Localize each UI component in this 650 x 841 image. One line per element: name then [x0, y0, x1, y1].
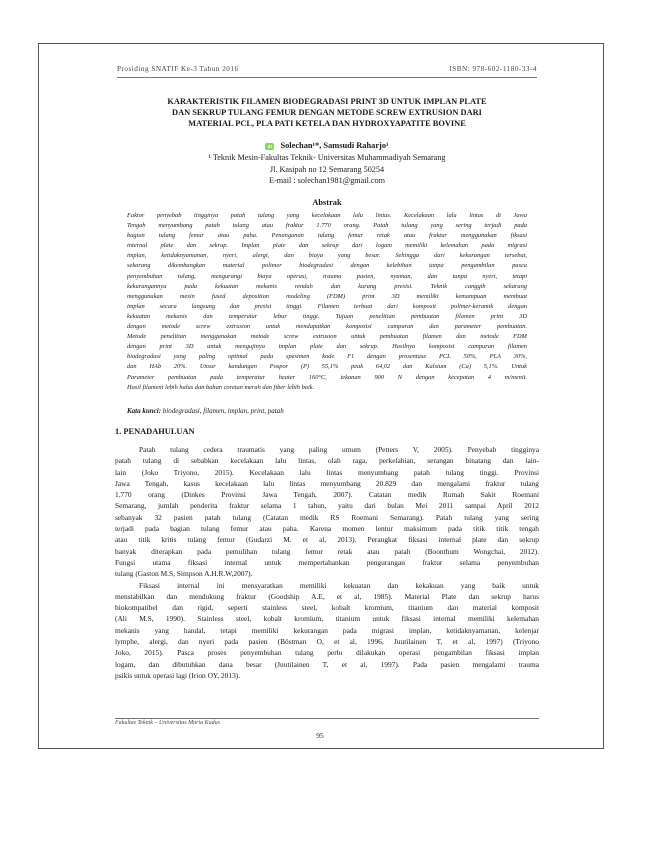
body-line: Fiksasi internal ini mensyaratkan memiliki kekuatan dan kekakuan yang baik untuk [139, 580, 539, 590]
header-proceedings: Prosiding SNATIF Ke-3 Tahun 2016 [117, 65, 239, 73]
title-line: MATERIAL PCL, PLA PATI KETELA DAN HYDROXYAPATITE BOVINE [188, 119, 466, 128]
body-line: Patah tulang cedera traumatis yang paling umum (Petters V, 2005). Penyebab tingginya [139, 445, 539, 454]
body-line: logam, dan dibutuhkan dana besar (Juutilainen T, et al, 1997). Pada pasien mengalami trauma [115, 659, 539, 669]
author-line [110, 140, 544, 151]
body-line: mekanis yang handal, tetapi memiliki kekurangan pada migrasi implan, ketidaknyamanan, kelenjar [115, 625, 539, 635]
abstract-line: Metode penelitian menggunakan metode screw extrusion untuk pembuatan filamen dan metode FDM [127, 333, 527, 341]
header-isbn: ISBN: 978-602-1180-33-4 [449, 65, 537, 73]
abstract-line: dan HAb 20%. Unsur kandungan Pospor (P) 55,1% peak 64,02 dan Kalsium (Ca) 5,1%. Untuk [127, 363, 527, 371]
abstract-heading: Abstrak [312, 198, 342, 207]
abstract-line: sekarang dikembangkan material polimer biodegradasi dengan kelebihan tanpa pengambilan pasca [127, 262, 527, 270]
body-line: atau titik kritis tulang femur (Gudarzi M. et al, 2013). Perangkat fiksasi internal plate dan sekrup [115, 535, 539, 545]
body-line: 1.770 orang (Dinkes Provinsi Jawa Tengah, 2007). Catatan medik Rumah Sakit Roemani [115, 490, 539, 500]
abstract-line: Hasil filament lebih halus dan bahan coretan merah dan fiber lebih baik. [127, 383, 315, 391]
affiliation-email[interactable]: E-mail : solechan1981@gmail.com [269, 176, 385, 185]
body-line: psikis untuk operasi lagi (Irion OY, 2013). [115, 670, 241, 680]
abstract-line: kekurangannya pada kekuatan mekanis rendah dan kurang presisi. Teknik canggih sekarang [127, 282, 527, 290]
abstract-line: Faktor penyebab tingginya patah tulang yang kecelakaan lalu lintas. Kecelakaan lalu lintas di Jawa [127, 212, 527, 219]
abstract-line: biodegradasi yang paling optimal pada spesimen kode F1 dengan prosentase PCL 50%, PLA 30%, [127, 353, 527, 361]
body-line: tulang (Gaston M.S, Simpson A.H.R.W,2007). [115, 569, 253, 579]
header-rule [117, 77, 537, 78]
body-line: patah tulang di sebabkan kecelakaan lalu lintas, olah raga, perkelahian, serangan binatang dan lain- [115, 456, 539, 466]
title-line: DAN SEKRUP TULANG FEMUR DENGAN METODE SCREW EXTRUSION DARI [172, 108, 482, 117]
footer-institution: Fakultas Teknik – Universitas Muria Kudus [115, 720, 220, 726]
body-line: Fungsi utama fiksasi internal untuk mempertahankan pengurangan fraktur selama penyembuhan [115, 557, 539, 567]
body-line: Joko, 2015). Pasca proses penyembuhan tulang perlu dilakukan operasi pengambilan fiksasi implan [115, 648, 539, 658]
body-line: Semarang, jumlah penderita fraktur selama 1 tahun, yaitu dari bulan Mei 2011 sampai April 2012 [115, 501, 539, 511]
keywords [127, 407, 527, 415]
abstract-line: dengan metode screw extrusion untuk mendapatkan komposisi campuran dan parameter pembuatan. [127, 323, 527, 331]
keywords-label: Kata kunci: [127, 407, 162, 415]
body-line: menstabilkan dan mendukung fraktur (Goodship A.E, et al, 1985). Material Plate dan sekrup harus [115, 591, 539, 601]
abstract-line: implan secara langsung dan presisi tinggi. Filamen terbuat dari komposit polimer-keramik dengan [127, 302, 527, 310]
body-line: biokompatibel dan rigid, seperti stainless steel, kobalt kromium, titanium dan material komposit [115, 603, 539, 613]
abstract-line: kekuatan mekanis dan temperatur lebur tinggi. Tujuan penelitian pembuatan filamen print 3D [127, 312, 527, 320]
title-line: KARAKTERISTIK FILAMEN BIODEGRADASI PRINT 3D UNTUK IMPLAN PLATE [167, 97, 487, 106]
body-text [115, 444, 539, 681]
abstract-line: implan, ketidaknyamanan, nyeri, alergi, dan biaya yang besar. Sehingga dari kekurangan tersebut, [127, 252, 527, 260]
affiliation [110, 152, 544, 187]
keywords-text: biodegradasi, filamen, implan, print, patah [161, 407, 284, 415]
body-line: (Ali M.S, 1990). Stainless steel, kobalt kromium, titanium untuk fiksasi internal memiliki kelemahan [115, 614, 539, 624]
abstract-body [127, 211, 527, 393]
orcid-icon[interactable]: iD [265, 143, 274, 150]
abstract-line: Tengah menyumbang patah tulang atau fraktur 1.770 orang. Patah tulang yang sering terjadi pada [127, 222, 527, 230]
abstract-line: Parameter pembuatan pada temperatur heater 160°C, tekanan 900 N dengan kecepatan 4 m/menit. [127, 373, 527, 381]
body-line: terjadi pada bagian tulang femur atau paha. Karena momen lentur maksimum pada titik titik tengah [115, 524, 539, 534]
abstract-line: bagian tulang femur atau paha. Penanganan tulang femur retak atau fraktur menggunakan fiksasi [127, 232, 527, 240]
paper-title [110, 96, 544, 129]
abstract-line: menggunakan mesin fused deposition modeling (FDM) print 3D memiliki kemampuan membuat [127, 292, 527, 300]
section-heading: 1. PENADAHULUAN [115, 427, 195, 436]
body-line: lain (Joko Triyono, 2015). Kecelakaan lalu lintas menyumbang patah tulang tinggi. Provinsi [115, 467, 539, 477]
affiliation-line: ¹ Teknik Mesin-Fakultas Teknik- Universitas Muhammadiyah Semarang [208, 153, 446, 162]
running-header [117, 65, 537, 77]
footer-rule [115, 718, 539, 719]
body-line: banyak diterapkan pada pemulihan tulang femur retak atau patah (Boonthum Wongchai, 2012). [115, 546, 539, 556]
authors: Solechan¹*, Samsudi Raharjo¹ [280, 141, 389, 150]
body-line: sebanyak 32 pasien patah tulang (Catatan medik RS Roemani Semarang). Patah tulang yang sering [115, 512, 539, 522]
abstract-line: dengan print 3D untuk mengujinya implan plate dan sekrup. Hasilnya komposisi campuran filamen [127, 343, 527, 351]
abstract-line: penyembuhan tulang, mengurangi biaya operasi, trauma pasien, nyaman, dan tanpa nyeri, tetapi [127, 272, 527, 280]
abstract-line: internal plate dan sekrup. Implan plate dan sekrup dari logam memiliki kelemahan pada migrasi [127, 242, 527, 250]
page-number: 95 [316, 731, 324, 740]
affiliation-line: Jl. Kasipah no 12 Semarang 50254 [269, 164, 385, 174]
body-line: lymphe, alergi, dan nyeri pada pasien (Böstman O, et al, 1996, Juutilainen T, et al, 1997) (Triyono [115, 637, 539, 647]
body-line: Jawa Tengah, kasus kecelakaan lalu lintas menyumbang 20.829 dan mengalami fraktur tulang [115, 478, 539, 488]
